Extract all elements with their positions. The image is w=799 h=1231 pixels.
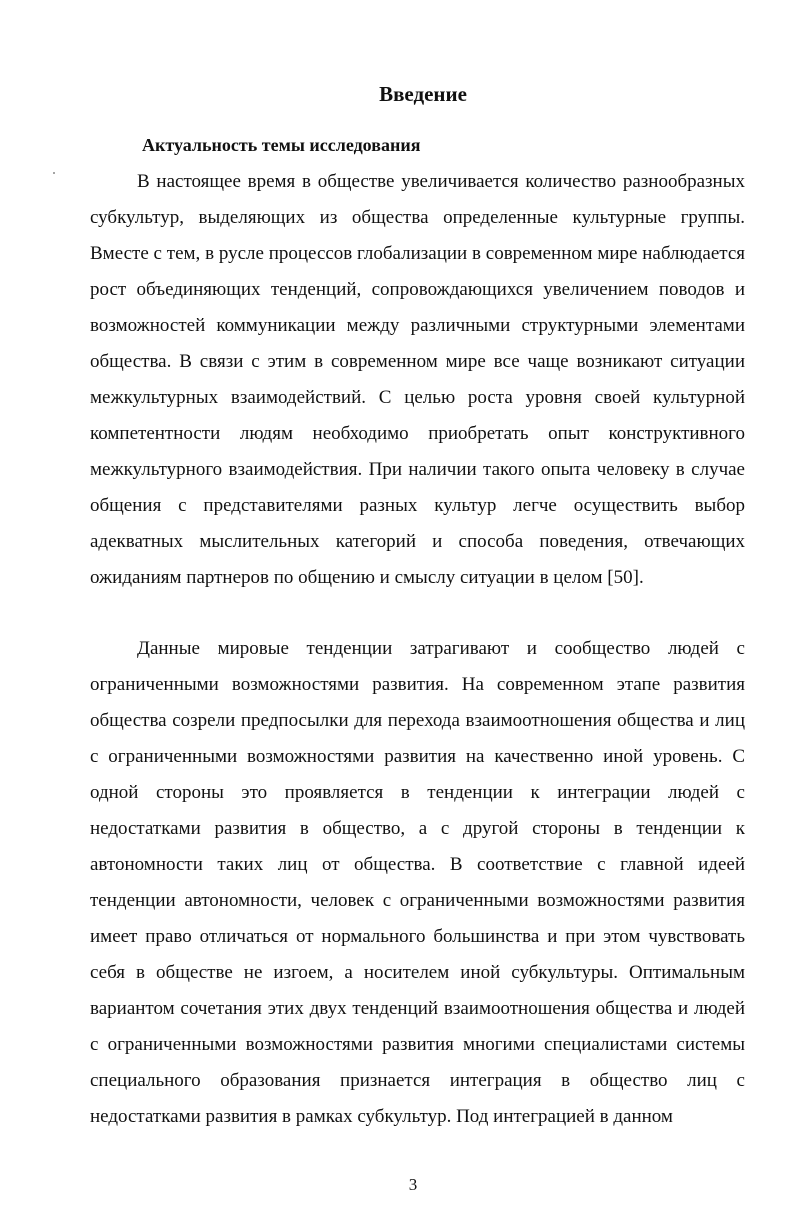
- page-number: 3: [408, 1175, 418, 1194]
- scan-speck: [53, 172, 55, 174]
- section-heading: Актуальность темы исследования: [142, 135, 421, 155]
- paragraph-2: Данные мировые тенденции затрагивают и сообщество людей с ограниченными возможностями развития. На современном этапе развития общества созрели предпосылки для перехода взаимоотношения общества и лиц с ограниченными возможностями развития на качественно иной уровень. С одной стороны это проявляется в тенденции к интеграции людей с недостатками развития в общество, а с другой стороны в тенденции к автономности таких лиц от общества. В соответствие с главной идеей тенденции автономности, человек с ограниченными возможностями развития имеет право отличаться от нормального большинства и при этом чувствовать себя в обществе не изгоем, а носителем иной субкультуры. Оптимальным вариантом сочетания этих двух тенденций взаимоотношения общества и людей с ограниченными возможностями развития многими специалистами системы специального образования признается интеграция в общество лиц с недостатками развития в рамках субкультур. Под интеграцией в данном: [90, 638, 745, 1127]
- paragraph-1: В настоящее время в обществе увеличивается количество разнообразных субкультур, выделяющих из общества определенные культурные группы. Вместе с тем, в русле процессов глобализации в современном мире наблюдается рост объединяющих тенденций, сопровождающихся увеличением поводов и возможностей коммуникации между различными структурными элементами общества. В связи с этим в современном мире все чаще возникают ситуации межкультурных взаимодействий. С целью роста уровня своей культурной компетентности людям необходимо приобретать опыт конструктивного межкультурного взаимодействия. При наличии такого опыта человеку в случае общения с представителями разных культур легче осуществить выбор адекватных мыслительных категорий и способа поведения, отвечающих ожиданиям партнеров по общению и смыслу ситуации в целом [50].: [90, 171, 745, 588]
- page-title: Введение: [379, 82, 467, 106]
